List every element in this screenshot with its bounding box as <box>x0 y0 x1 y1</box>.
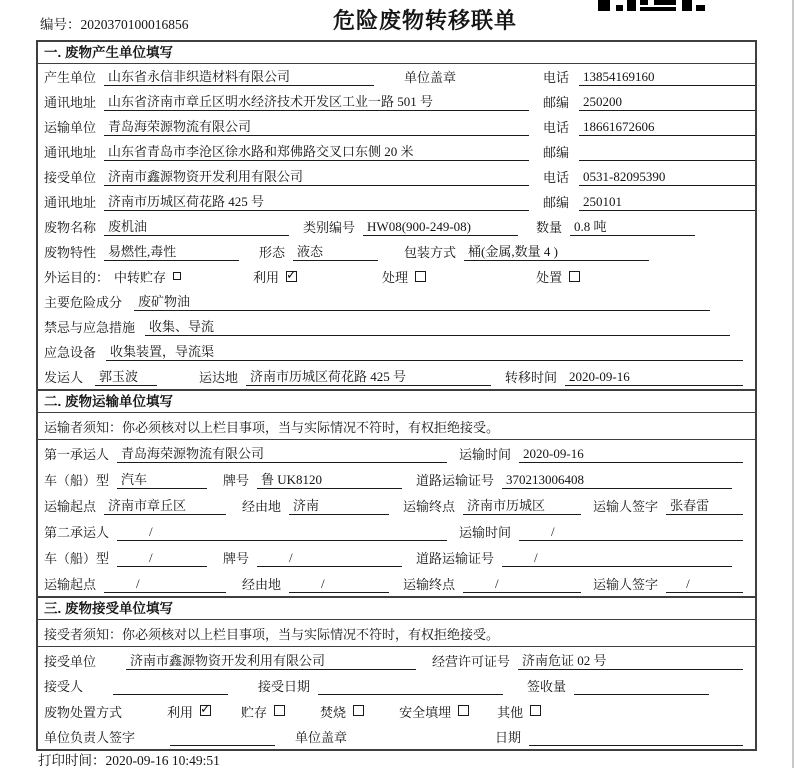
responsible-sign-label: 单位负责人签字 <box>44 730 136 745</box>
row-disposal-method <box>38 698 755 724</box>
disposal-method-label: 废物处置方式 <box>44 704 123 720</box>
use-label: 利用 <box>253 270 280 285</box>
transporter-sign-2-value: / <box>666 576 743 593</box>
form-state-value: 液态 <box>293 241 378 261</box>
checkbox-other <box>530 705 541 716</box>
date-label: 日期 <box>495 730 522 745</box>
route-end-2-label: 运输终点 <box>403 577 456 592</box>
outbound-purpose-label: 外运目的： <box>44 270 110 285</box>
section3-title: 三. 废物接受单位填写 <box>38 598 755 620</box>
responsible-sign-value <box>170 731 275 746</box>
row-outbound-purpose <box>38 264 755 289</box>
waste-name-label: 废物名称 <box>44 220 97 235</box>
dispose-label: 处置 <box>536 270 563 285</box>
checkbox-group-treat <box>382 267 426 286</box>
row-responsible-sign <box>38 724 755 750</box>
row-receive-address <box>38 189 755 214</box>
waste-property-label: 废物特性 <box>44 245 97 260</box>
route-origin-2-label: 运输起点 <box>44 577 97 592</box>
checkbox-group-use <box>253 267 297 286</box>
row-waste-property <box>38 239 755 264</box>
receive-unit-3-value: 济南市鑫源物资开发利用有限公司 <box>126 650 416 670</box>
treat-label: 处理 <box>382 270 409 285</box>
emergency-equipment-value: 收集装置，导流渠 <box>106 341 743 361</box>
right-field-group <box>543 192 755 211</box>
receive-address-label: 通讯地址 <box>44 195 97 210</box>
date-value <box>529 731 743 746</box>
checkbox-group-use-3 <box>167 702 211 721</box>
plate-value: 鲁 UK8120 <box>257 469 402 489</box>
row-receive-unit <box>38 164 755 189</box>
receive-zip-label: 邮编 <box>543 195 570 210</box>
first-carrier-value: 青岛海荣源物流有限公司 <box>117 443 447 463</box>
transporter-sign-value: 张春雷 <box>666 495 743 515</box>
second-carrier-label: 第二承运人 <box>44 525 110 540</box>
route-origin-2-value: / <box>104 576 226 593</box>
receive-unit-label: 接受单位 <box>44 170 97 185</box>
checkbox-group-incinerate <box>320 702 364 721</box>
row-receive-unit-3 <box>38 647 755 673</box>
receive-phone-value: 0531-82095390 <box>579 169 755 186</box>
transport-phone-label: 电话 <box>543 120 570 135</box>
form-table <box>36 40 757 751</box>
route-via-label: 经由地 <box>242 499 282 514</box>
transport-address-value: 山东省青岛市李沧区徐水路和郑佛路交叉口东侧 20 米 <box>104 141 529 161</box>
producer-phone-label: 电话 <box>543 70 570 85</box>
print-time: 打印时间：2020-09-16 10:49:51 <box>38 753 220 768</box>
qr-code-fragment <box>598 0 710 11</box>
serial-label: 编号： <box>40 17 81 32</box>
transport-time-2-value: / <box>519 524 743 541</box>
transport-zip-value <box>579 146 755 161</box>
section-producer <box>38 42 755 389</box>
serial-number <box>40 13 189 33</box>
checkbox-use <box>286 271 297 282</box>
route-origin-value: 济南市章丘区 <box>104 495 226 515</box>
waste-property-value: 易燃性,毒性 <box>104 241 239 261</box>
license-label: 经营许可证号 <box>432 653 511 669</box>
category-code-value: HW08(900-249-08) <box>363 219 518 236</box>
destination-value: 济南市历城区荷花路 425 号 <box>246 366 491 386</box>
vehicle-type-value: 汽车 <box>117 469 207 489</box>
transport-unit-value: 青岛海荣源物流有限公司 <box>104 116 529 136</box>
row-waste-name <box>38 214 755 239</box>
transport-time-2-label: 运输时间 <box>459 525 512 540</box>
right-field-group <box>543 67 755 86</box>
route-end-label: 运输终点 <box>403 499 456 514</box>
receive-address-value: 济南市历城区荷花路 425 号 <box>104 191 529 211</box>
section1-title: 一. 废物产生单位填写 <box>38 42 755 64</box>
row-transport-address <box>38 139 755 164</box>
checkbox-group-store <box>241 702 285 721</box>
transporter-sign-label: 运输人签字 <box>593 499 659 514</box>
checkbox-landfill <box>458 705 469 716</box>
use-3-label: 利用 <box>167 704 194 720</box>
row-receiver-person <box>38 673 755 699</box>
route-end-value: 济南市历城区 <box>463 495 581 515</box>
transporter-notice: 运输者须知：你必须核对以上栏目事项，当与实际情况不符时，有权拒绝接受。 <box>38 413 755 440</box>
route-via-2-label: 经由地 <box>242 577 282 592</box>
producer-unit-value: 山东省永信非织造材料有限公司 <box>104 66 374 86</box>
destination-label: 运达地 <box>199 370 239 385</box>
producer-zip-label: 邮编 <box>543 95 570 110</box>
row-route-2 <box>38 570 755 596</box>
receiver-person-label: 接受人 <box>44 679 84 694</box>
receiver-person-value <box>113 680 228 695</box>
waste-name-value: 废机油 <box>104 216 289 236</box>
producer-zip-value: 250200 <box>579 94 755 111</box>
transfer-time-label: 转移时间 <box>505 370 558 385</box>
right-field-group <box>543 167 755 186</box>
checkbox-group-other <box>497 702 541 721</box>
vehicle-type-label: 车（船）型 <box>44 473 110 488</box>
producer-unit-label: 产生单位 <box>44 70 97 85</box>
plate-2-value: / <box>257 550 402 567</box>
checkbox-treat <box>415 271 426 282</box>
transport-time-value: 2020-09-16 <box>519 446 743 463</box>
receipt-qty-label: 签收量 <box>527 679 567 694</box>
row-producer-address <box>38 89 755 114</box>
receive-date-value <box>318 680 503 695</box>
plate-label: 牌号 <box>223 473 250 488</box>
transfer-storage-label: 中转贮存 <box>114 270 167 285</box>
taboo-measures-label: 禁忌与应急措施 <box>44 320 136 335</box>
row-first-carrier <box>38 440 755 466</box>
producer-address-label: 通讯地址 <box>44 95 97 110</box>
checkbox-dispose <box>569 271 580 282</box>
form-title: 危险废物转移联单 <box>333 8 518 33</box>
transport-phone-value: 18661672606 <box>579 119 755 136</box>
checkbox-use-3 <box>200 705 211 716</box>
section2-title: 二. 废物运输单位填写 <box>38 391 755 413</box>
row-taboo-measures <box>38 314 755 339</box>
unit-seal-label: 单位盖章 <box>404 70 457 85</box>
receive-date-label: 接受日期 <box>258 679 311 694</box>
packing-label: 包装方式 <box>404 245 457 260</box>
dispatcher-label: 发运人 <box>44 370 84 385</box>
section-transporter <box>38 389 755 596</box>
receipt-qty-value <box>574 680 709 695</box>
route-origin-label: 运输起点 <box>44 499 97 514</box>
receive-phone-label: 电话 <box>543 170 570 185</box>
row-dispatcher <box>38 364 755 389</box>
checkbox-transfer-storage <box>173 272 181 280</box>
checkbox-group-landfill <box>399 702 469 721</box>
packing-value: 桶(金属,数量 4 ) <box>464 241 649 261</box>
receive-unit-value: 济南市鑫源物资开发利用有限公司 <box>104 166 529 186</box>
road-permit-2-label: 道路运输证号 <box>416 551 495 566</box>
quantity-label: 数量 <box>536 220 563 235</box>
right-field-group <box>543 92 755 111</box>
dispatcher-value: 郭玉波 <box>95 366 157 386</box>
license-value: 济南危证 02 号 <box>518 650 743 670</box>
category-code-label: 类别编号 <box>303 220 356 235</box>
checkbox-store <box>274 705 285 716</box>
taboo-measures-value: 收集、导流 <box>145 316 730 336</box>
main-hazard-value: 废矿物油 <box>134 291 710 311</box>
vehicle-type-2-value: / <box>117 550 207 567</box>
second-carrier-value: / <box>117 524 447 541</box>
emergency-equipment-label: 应急设备 <box>44 345 97 360</box>
checkbox-group-transfer-storage <box>114 267 181 286</box>
row-emergency-equipment <box>38 339 755 364</box>
receiver-notice: 接受者须知：你必须核对以上栏目事项，当与实际情况不符时，有权拒绝接受。 <box>38 620 755 647</box>
transport-zip-label: 邮编 <box>543 145 570 160</box>
quantity-value: 0.8 吨 <box>570 216 695 236</box>
unit-seal-3-label: 单位盖章 <box>295 730 348 745</box>
other-label: 其他 <box>497 704 524 720</box>
first-carrier-label: 第一承运人 <box>44 447 110 462</box>
right-field-group <box>543 117 755 136</box>
right-field-group <box>543 142 755 161</box>
transporter-sign-2-label: 运输人签字 <box>593 577 659 592</box>
receive-unit-3-label: 接受单位 <box>44 653 97 669</box>
row-second-carrier <box>38 518 755 544</box>
row-producer-unit <box>38 64 755 89</box>
incinerate-label: 焚烧 <box>320 704 347 720</box>
checkbox-group-dispose <box>536 267 580 286</box>
vehicle-type-2-label: 车（船）型 <box>44 551 110 566</box>
checkbox-incinerate <box>353 705 364 716</box>
producer-phone-value: 13854169160 <box>579 69 755 86</box>
transport-address-label: 通讯地址 <box>44 145 97 160</box>
transport-unit-label: 运输单位 <box>44 120 97 135</box>
row-route-1 <box>38 492 755 518</box>
store-label: 贮存 <box>241 704 268 720</box>
road-permit-2-value: / <box>502 550 732 567</box>
serial-value: 2020370100016856 <box>80 17 189 32</box>
road-permit-label: 道路运输证号 <box>416 473 495 488</box>
row-transport-unit <box>38 114 755 139</box>
landfill-label: 安全填埋 <box>399 704 452 720</box>
receive-zip-value: 250101 <box>579 194 755 211</box>
route-via-2-value: / <box>289 576 389 593</box>
transfer-time-value: 2020-09-16 <box>565 369 743 386</box>
row-main-hazard <box>38 289 755 314</box>
form-state-label: 形态 <box>259 245 286 260</box>
route-end-2-value: / <box>463 576 581 593</box>
producer-address-value: 山东省济南市章丘区明水经济技术开发区工业一路 501 号 <box>104 91 529 111</box>
plate-2-label: 牌号 <box>223 551 250 566</box>
page-edge-line <box>792 0 794 768</box>
row-vehicle-2 <box>38 544 755 570</box>
section-receiver <box>38 596 755 749</box>
road-permit-value: 370213006408 <box>502 472 732 489</box>
row-vehicle-1 <box>38 466 755 492</box>
transport-time-label: 运输时间 <box>459 447 512 462</box>
route-via-value: 济南 <box>289 495 389 515</box>
main-hazard-label: 主要危险成分 <box>44 295 123 310</box>
